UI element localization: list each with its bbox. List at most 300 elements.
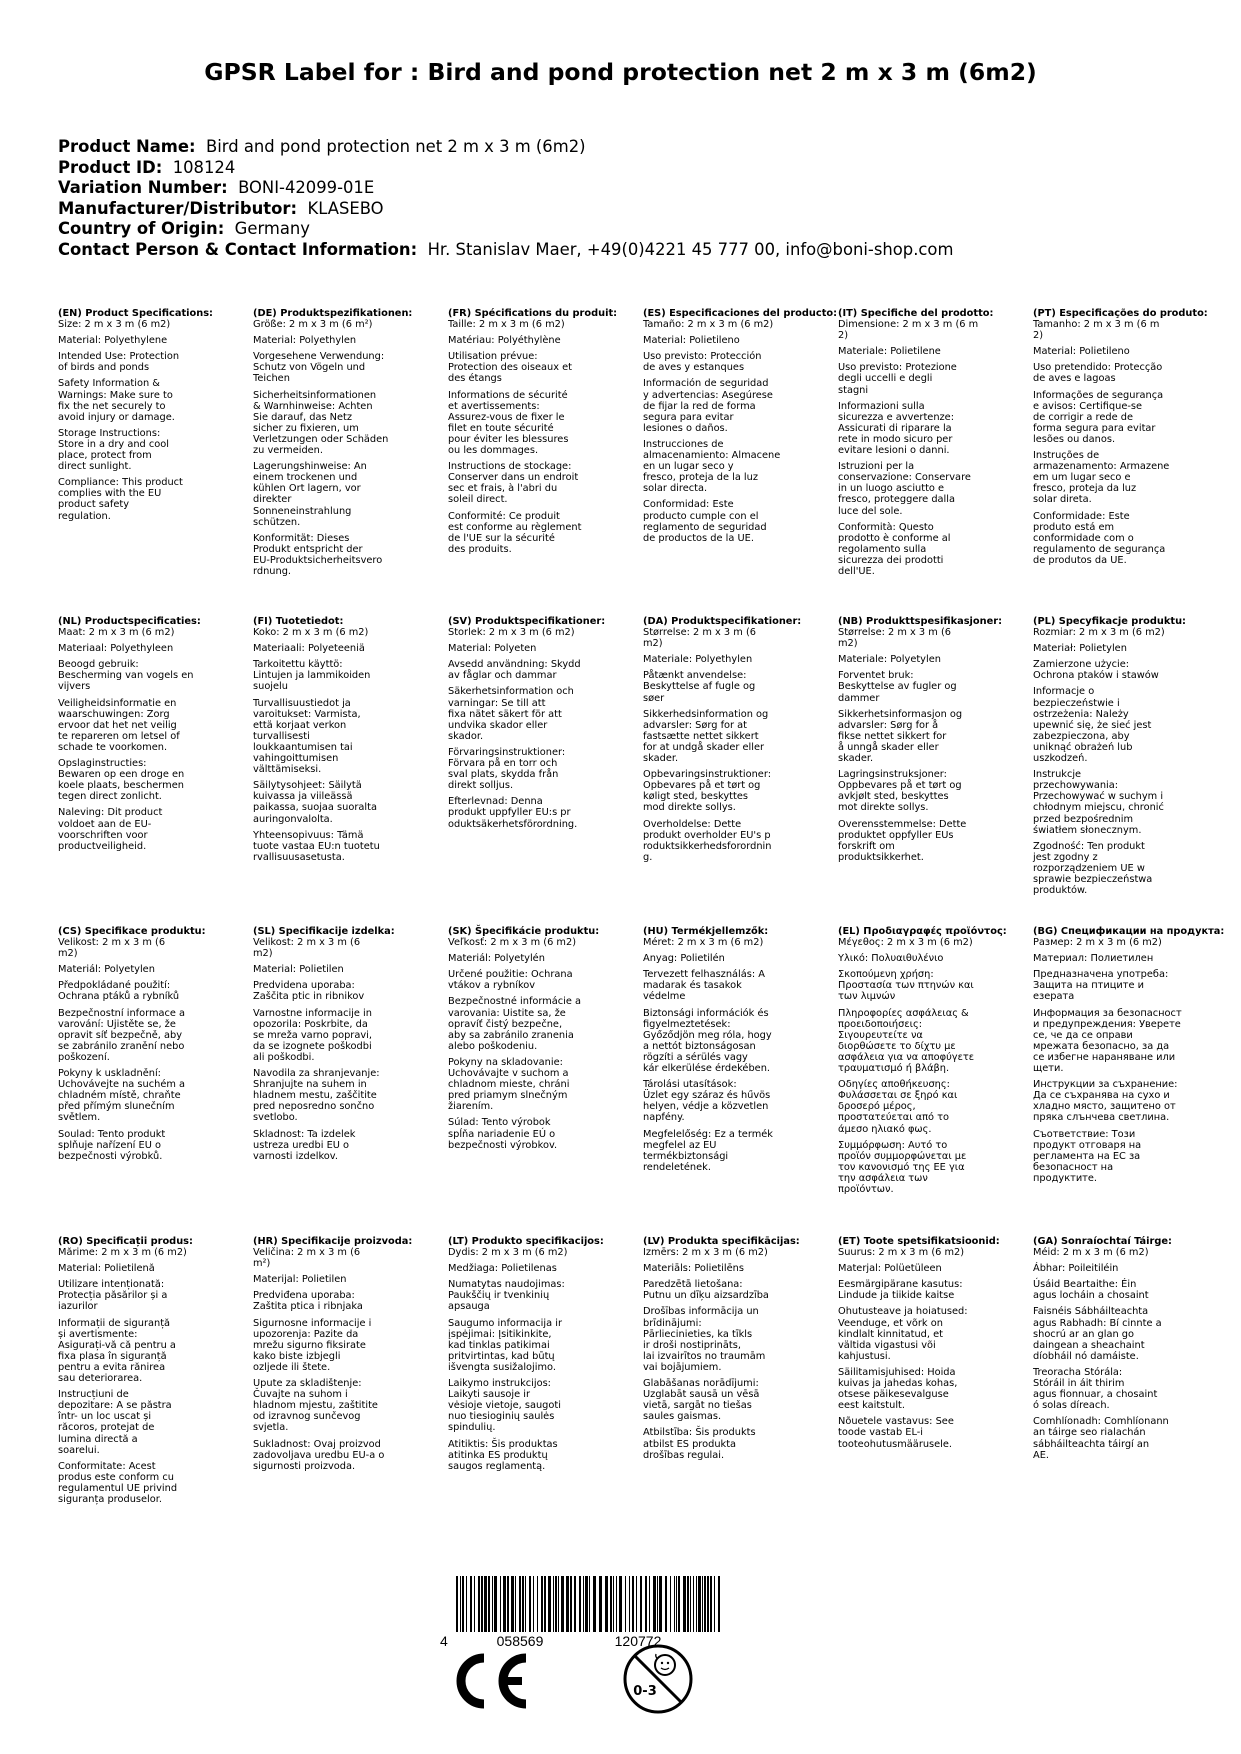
spec-section — [838, 1236, 1028, 1450]
spec-line: Comhlíonadh: Comhlíonann — [1033, 1416, 1169, 1428]
spec-line: Conformità: Questo — [838, 521, 934, 533]
spec-line: koele plaats, beschermen — [58, 780, 184, 792]
spec-line: turvallisesti — [253, 730, 310, 742]
spec-line: Dydis: 2 m x 3 m (6 m2) — [448, 1247, 568, 1259]
spec-line: drošības regulai. — [643, 1449, 725, 1461]
spec-line: Utilisation prévue: — [448, 351, 538, 363]
spec-heading: (SL) Specifikacije izdelka: — [253, 926, 395, 937]
spec-section — [58, 308, 248, 522]
spec-line: Sikkerhedsinformation og — [643, 708, 769, 720]
spec-line: solar direta. — [1033, 494, 1092, 506]
spec-line: Lagerungshinweise: An — [253, 461, 367, 473]
spec-line: žiarením. — [448, 1101, 494, 1113]
spec-section — [643, 926, 833, 1173]
spec-line: de produtos da UE. — [1033, 554, 1127, 566]
barcode-bar — [616, 1576, 617, 1632]
spec-line: en un lugar seco y — [643, 461, 734, 473]
spec-line: vėsioje vietoje, saugoti — [448, 1400, 561, 1412]
spec-line: Nõuetele vastavus: See — [838, 1416, 954, 1428]
spec-line: Shranjujte na suhem in — [253, 1079, 367, 1091]
barcode-bar — [599, 1576, 602, 1632]
barcode-bar — [636, 1576, 637, 1632]
spec-line: y advertencias: Asegúrese — [643, 389, 773, 401]
spec-line: Produkt entspricht der — [253, 543, 363, 555]
spec-section — [1033, 616, 1223, 896]
spec-line: Tarkoitettu käyttö: — [253, 659, 343, 671]
spec-line: Materiał: Polietylen — [1033, 643, 1127, 655]
spec-line: de corrigir a rede de — [1033, 411, 1133, 423]
spec-line: pritvirtintas, kad būtų — [448, 1350, 555, 1362]
spec-line: Materiāls: Polietilēns — [643, 1263, 744, 1275]
spec-heading: (DE) Produktspezifikationen: — [253, 308, 413, 319]
spec-line: waarschuwingen: Zorg — [58, 708, 170, 720]
barcode-bar — [710, 1576, 712, 1632]
spec-line: uniknąć obrażeń lub — [1033, 741, 1133, 753]
barcode-bar — [574, 1576, 576, 1632]
barcode-bar — [507, 1576, 509, 1632]
spec-line: upozorenja: Pazite da — [253, 1328, 359, 1340]
barcode-bar — [533, 1576, 534, 1632]
barcode-bar — [659, 1576, 662, 1632]
spec-line: fikse nettet sikkert for — [838, 730, 947, 742]
spec-line: įspėjimai: Įsitikinkite, — [448, 1328, 552, 1340]
spec-line: Μέγεθος: 2 m x 3 m (6 m2) — [838, 937, 973, 949]
spec-line: Zgodność: Ten produkt — [1033, 840, 1145, 852]
spec-line: kuivas ja jahedas kohas, — [838, 1378, 958, 1390]
spec-line: Čuvajte na suhom i — [253, 1389, 348, 1401]
spec-line: Förvaringsinstruktioner: — [448, 746, 566, 758]
spec-line: sprawie bezpieczeństwa — [1033, 873, 1153, 885]
spec-line: Uso previsto: Protezione — [838, 362, 957, 374]
spec-line: AE. — [1033, 1449, 1050, 1461]
spec-heading: (BG) Спецификации на продукта: — [1033, 926, 1225, 937]
spec-line: Instrucțiuni de — [58, 1389, 129, 1401]
spec-line: Instrucciones de — [643, 438, 724, 450]
spec-line: Oppbevares på et tørt og — [838, 780, 962, 792]
spec-line: ó solas díreach. — [1033, 1400, 1110, 1412]
spec-line: Ochrona ptaków i stawów — [1033, 670, 1159, 682]
spec-line: direkter — [253, 494, 292, 506]
spec-heading: (EL) Προδιαγραφές προϊόντος: — [838, 926, 1007, 937]
spec-line: kad tinklas patikimai — [448, 1339, 550, 1351]
spec-line: Sigurnosne informacije i — [253, 1317, 372, 1329]
barcode-bar — [696, 1576, 697, 1632]
spec-line: vai bojājumiem. — [643, 1361, 722, 1373]
spec-line: Předpokládané použití: — [58, 980, 171, 992]
spec-line: Pokyny k uskladnění: — [58, 1068, 161, 1080]
spec-line: Informations de sécurité — [448, 389, 568, 401]
spec-line: Warnings: Make sure to — [58, 389, 173, 401]
spec-line: Schutz von Vögeln und — [253, 362, 366, 374]
barcode-bar — [500, 1576, 501, 1632]
spec-line: regolamento sulla — [838, 543, 927, 555]
ce-label: CE — [450, 1650, 452, 1651]
spec-line: Sicherheitsinformationen — [253, 389, 377, 401]
spec-line: Rozmiar: 2 m x 3 m (6 m2) — [1033, 627, 1165, 639]
spec-line: Eesmärgipärane kasutus: — [838, 1279, 963, 1291]
spec-line: Protecția păsărilor și a — [58, 1290, 168, 1302]
spec-section — [448, 926, 638, 1151]
spec-line: Izmērs: 2 m x 3 m (6 m2) — [643, 1247, 768, 1259]
barcode-digits-right: 120772 — [614, 1633, 662, 1648]
info-value: BONI-42099-01E — [238, 178, 375, 198]
spec-line: sval plats, skydda från — [448, 769, 559, 781]
spec-line: Atitiktis: Šis produktas — [448, 1438, 558, 1450]
info-row — [58, 158, 953, 179]
spec-line: Glabāšanas norādījumi: — [643, 1378, 759, 1390]
spec-line: des étangs — [448, 373, 502, 385]
barcode — [436, 1576, 736, 1648]
spec-line: forma segura para evitar — [1033, 422, 1156, 434]
spec-line: dell'UE. — [838, 565, 875, 577]
spec-line: agus fionnuar, a chosaint — [1033, 1389, 1158, 1401]
spec-line: Assicurati di riparare la — [838, 422, 952, 434]
spec-line: a nettót biztonságosan — [643, 1040, 756, 1052]
spec-line: Uso pretendido: Protecção — [1033, 362, 1163, 374]
spec-line: suojelu — [253, 681, 288, 693]
spec-line: Matériau: Polyéthylène — [448, 335, 561, 347]
spec-line: Предназначена употреба: — [1033, 969, 1169, 981]
spec-line: Skladnost: Ta izdelek — [253, 1128, 356, 1140]
barcode-bar — [522, 1576, 524, 1632]
barcode-bar — [515, 1576, 516, 1632]
spec-line: of birds and ponds — [58, 362, 150, 374]
info-value: Germany — [234, 219, 311, 239]
spec-line: eest kaitstult. — [838, 1400, 906, 1412]
spec-heading: (LT) Produkto specifikacijos: — [448, 1236, 604, 1247]
spec-line: Material: Polietilenă — [58, 1263, 155, 1275]
barcode-bar — [474, 1576, 475, 1632]
spec-line: Οδηγίες αποθήκευσης: — [838, 1079, 950, 1091]
spec-line: opravíť čistý bezpečne, — [448, 1018, 563, 1030]
spec-line: Store in a dry and cool — [58, 438, 169, 450]
spec-line: Material: Polietileno — [643, 335, 740, 347]
spec-line: regulamento de segurança — [1033, 543, 1166, 555]
spec-line: τον κανονισμό της ΕΕ για — [838, 1161, 965, 1173]
spec-line: Pokyny na skladovanie: — [448, 1056, 563, 1068]
spec-line: răcoros, protejat de — [58, 1422, 155, 1434]
spec-line: Material: Polietilen — [253, 964, 344, 976]
spec-line: figyelmeztetések: — [643, 1018, 731, 1030]
spec-line: agus Rabhadh: Bí cinnte a — [1033, 1317, 1162, 1329]
spec-line: brīdinājumi: — [643, 1317, 702, 1329]
spec-line: se zabránilo zranění nebo — [58, 1040, 185, 1052]
spec-section — [448, 616, 638, 830]
spec-line: Pārliecinieties, ka tīkls — [643, 1328, 753, 1340]
spec-line: solar directa. — [643, 483, 708, 495]
spec-line: loukkaantumisen tai — [253, 741, 353, 753]
barcode-bar — [511, 1576, 514, 1632]
spec-line: Treoracha Stórála: — [1033, 1366, 1123, 1378]
spec-line: otsese päikesevalguse — [838, 1389, 949, 1401]
spec-line: Tamanho: 2 m x 3 m (6 m — [1033, 319, 1160, 331]
spec-line: saules gaismas. — [643, 1411, 722, 1423]
barcode-bar — [610, 1576, 612, 1632]
spec-line: de aves e lagoas — [1033, 373, 1116, 385]
info-row — [58, 240, 953, 261]
spec-line: Verletzungen oder Schäden — [253, 433, 389, 445]
barcode-bar — [645, 1576, 647, 1632]
spec-line: voldoet aan de EU- — [58, 818, 152, 830]
spec-line: Materiál: Polyetylén — [448, 953, 545, 965]
spec-line: Vorgesehene Verwendung: — [253, 351, 385, 363]
spec-line: tegen direct zonlicht. — [58, 791, 162, 803]
spec-line: spĺňa nariadenie EÚ o — [448, 1128, 556, 1140]
barcode-bar — [676, 1576, 677, 1632]
spec-line: продуктите. — [1033, 1172, 1098, 1184]
info-value: Hr. Stanislav Maer, +49(0)4221 45 777 00, info@boni-shop.com — [427, 239, 954, 259]
spec-section — [643, 616, 833, 863]
spec-line: että korjaat verkon — [253, 719, 347, 731]
spec-line: svjetla. — [253, 1422, 289, 1434]
spec-line: jest zgodny z — [1033, 851, 1098, 863]
spec-section — [253, 308, 443, 577]
spec-line: avoid injury or damage. — [58, 411, 175, 423]
spec-line: Drošības informācija un — [643, 1306, 759, 1318]
spec-line: atbilst ES produkta — [643, 1438, 737, 1450]
spec-line: vtákov a rybníkov — [448, 980, 536, 992]
spec-line: lumina directă a — [58, 1433, 138, 1445]
spec-line: Uchovávejte na suchém a — [58, 1079, 186, 1091]
spec-heading: (SV) Produktspecifikationer: — [448, 616, 606, 627]
spec-line: Atbilstība: Šis produkts — [643, 1427, 756, 1439]
spec-line: produktet oppfyller EUs — [838, 829, 954, 841]
spec-line: išvengta susižalojimo. — [448, 1361, 556, 1373]
barcode-bar — [690, 1576, 691, 1632]
spec-line: Biztonsági információk és — [643, 1007, 769, 1019]
spec-line: EU-Produktsicherheitsvero — [253, 554, 383, 566]
spec-line: Maat: 2 m x 3 m (6 m2) — [58, 627, 175, 639]
spec-heading: (NB) Produkttspesifikasjoner: — [838, 616, 1002, 627]
spec-line: rendeletének. — [643, 1161, 711, 1173]
spec-line: 2) — [1033, 330, 1044, 342]
spec-line: Utilizare intenționată: — [58, 1279, 165, 1291]
spec-line: m2) — [838, 638, 858, 650]
spec-line: varnosti izdelkov. — [253, 1150, 338, 1162]
spec-line: prodotto è conforme al — [838, 532, 951, 544]
spec-line: skader. — [838, 753, 874, 765]
spec-line: Informazioni sulla — [838, 400, 925, 412]
barcode-bar — [503, 1576, 506, 1632]
spec-line: Storlek: 2 m x 3 m (6 m2) — [448, 627, 575, 639]
spec-line: tooteohutusmäärusele. — [838, 1438, 953, 1450]
spec-line: varovania: Uistite sa, že — [448, 1007, 566, 1019]
spec-line: Turvallisuustiedot ja — [253, 697, 351, 709]
spec-line: sicurezza e avvertenze: — [838, 411, 955, 423]
spec-line: g. — [643, 851, 653, 863]
spec-line: Uzglabāt sausā un vēsā — [643, 1389, 760, 1401]
barcode-bar — [704, 1576, 706, 1632]
barcode-bar — [470, 1576, 472, 1632]
spec-heading: (IT) Specifiche del prodotto: — [838, 308, 994, 319]
spec-line: Защита на птиците и — [1033, 980, 1144, 992]
spec-line: bezpieczeństwie i — [1033, 697, 1120, 709]
spec-line: voorschriften voor — [58, 829, 148, 841]
spec-line: siguranța produselor. — [58, 1493, 162, 1505]
spec-line: Mărime: 2 m x 3 m (6 m2) — [58, 1247, 187, 1259]
spec-line: dammer — [838, 692, 880, 704]
spec-line: Materiale: Polietilene — [838, 346, 941, 358]
spec-line: Numatytas naudojimas: — [448, 1279, 565, 1291]
spec-line: Velikost: 2 m x 3 m (6 — [253, 937, 361, 949]
barcode-digits-mid: 058569 — [496, 1633, 544, 1648]
spec-line: Ohutusteave ja hoiatused: — [838, 1306, 968, 1318]
barcode-bar — [674, 1576, 675, 1632]
spec-line: Faisnéis Sábháilteachta — [1033, 1306, 1149, 1318]
spec-line: depozitare: A se păstra — [58, 1400, 172, 1412]
spec-line: Dimensione: 2 m x 3 m (6 m — [838, 319, 979, 331]
spec-line: Veľkosť: 2 m x 3 m (6 m2) — [448, 937, 577, 949]
spec-line: Úsáid Beartaithe: Éin — [1033, 1279, 1137, 1291]
spec-line: lesões ou danos. — [1033, 433, 1116, 445]
spec-heading: (HR) Specifikacije proizvoda: — [253, 1236, 413, 1247]
spec-line: kühlen Ort lagern, vor — [253, 483, 361, 495]
spec-line: des produits. — [448, 543, 512, 555]
spec-line: Safety Information & — [58, 378, 160, 390]
spec-line: køligt sted, beskyttes — [643, 791, 748, 803]
spec-line: opravit síť bezpečně, aby — [58, 1029, 183, 1041]
spec-line: Naleving: Dit product — [58, 807, 163, 819]
barcode-bar — [657, 1576, 658, 1632]
spec-heading: (LV) Produkta specifikācijas: — [643, 1236, 800, 1247]
spec-line: și avertismente: — [58, 1328, 138, 1340]
spec-line: Overholdelse: Dette — [643, 818, 742, 830]
spec-line: Putnu un dīķu aizsardzība — [643, 1290, 769, 1302]
spec-line: Paredzētā lietošana: — [643, 1279, 743, 1291]
info-label: Country of Origin: — [58, 219, 225, 239]
barcode-bar — [605, 1576, 608, 1632]
spec-section — [838, 616, 1028, 863]
spec-heading: (EN) Product Specifications: — [58, 308, 213, 319]
spec-line: megfelel az EU — [643, 1139, 717, 1151]
spec-line: fixa nätet säkert för att — [448, 708, 562, 720]
spec-line: m2) — [643, 638, 663, 650]
spec-heading: (ET) Toote spetsifikatsioonid: — [838, 1236, 1000, 1247]
barcode-bar — [670, 1576, 671, 1632]
spec-line: produkt overholder EU's p — [643, 829, 771, 841]
spec-line: Sukladnost: Ovaj proizvod — [253, 1438, 381, 1450]
spec-line: vijvers — [58, 681, 91, 693]
spec-line: chłodnym miejscu, chronić — [1033, 802, 1164, 814]
spec-line: Instrukcje — [1033, 769, 1082, 781]
spec-line: Conserver dans un endroit — [448, 472, 579, 484]
spec-line: Bezpečnostné informácie a — [448, 996, 582, 1008]
spec-line: rozporządzeniem UE w — [1033, 862, 1145, 874]
spec-line: fastsætte nettet sikkert — [643, 730, 759, 742]
barcode-bar — [593, 1576, 596, 1632]
spec-line: chladnom mieste, chráni — [448, 1079, 570, 1091]
spec-line: kahjustusi. — [838, 1350, 891, 1362]
spec-line: ervoor dat het net veilig — [58, 719, 177, 731]
spec-line: Bezpečnostní informace a — [58, 1007, 186, 1019]
spec-line: roduktsikkerhedsforordnin — [643, 840, 772, 852]
spec-line: Upute za skladištenje: — [253, 1378, 362, 1390]
barcode-bar — [698, 1576, 701, 1632]
spec-section — [1033, 308, 1223, 566]
spec-heading: (NL) Productspecificaties: — [58, 616, 201, 627]
spec-heading: (CS) Specifikace produktu: — [58, 926, 206, 937]
spec-line: fix the net securely to — [58, 400, 166, 412]
spec-line: Storage Instructions: — [58, 427, 161, 439]
info-row — [58, 199, 953, 220]
spec-line: produto está em — [1033, 521, 1115, 533]
spec-section — [58, 1236, 248, 1505]
spec-heading: (DA) Produktspecifikationer: — [643, 616, 802, 627]
spec-line: ασφάλεια για να αποφύγετε — [838, 1051, 975, 1063]
spec-line: προϊόντων. — [838, 1183, 894, 1195]
barcode-bar — [466, 1576, 467, 1632]
spec-line: sicurezza dei prodotti — [838, 554, 944, 566]
spec-line: sicher zu fixieren, um — [253, 422, 359, 434]
spec-line: uszkodzeń. — [1033, 753, 1088, 765]
spec-line: chladném místě, chraňte — [58, 1090, 181, 1102]
barcode-bar — [632, 1576, 634, 1632]
spec-line: kindlalt kinnitatud, et — [838, 1328, 943, 1340]
spec-line: e avisos: Certifique-se — [1033, 400, 1143, 412]
spec-section — [838, 926, 1028, 1195]
barcode-bar — [649, 1576, 650, 1632]
spec-section — [643, 308, 838, 544]
barcode-bar — [570, 1576, 572, 1632]
spec-line: Lagringsinstruksjoner: — [838, 769, 947, 781]
spec-line: Yhteensopivuus: Tämä — [253, 829, 364, 841]
spec-line: m2) — [253, 948, 273, 960]
spec-section — [58, 616, 248, 852]
spec-line: Veenduge, et võrk on — [838, 1317, 943, 1329]
spec-line: forskrift om — [838, 840, 895, 852]
spec-line: Navodila za shranjevanje: — [253, 1068, 380, 1080]
spec-line: av fåglar och dammar — [448, 670, 557, 682]
barcode-bar — [678, 1576, 680, 1632]
barcode-bar — [561, 1576, 564, 1632]
ce-mark-icon — [450, 1650, 532, 1712]
spec-line: zabezpieczona, aby — [1033, 730, 1130, 742]
barcode-bar — [613, 1576, 614, 1632]
barcode-bar — [619, 1576, 622, 1632]
barcode-bar — [537, 1576, 538, 1632]
spec-line: Materjal: Polüetüleen — [838, 1263, 942, 1275]
spec-line: Σκοπούμενη χρήση: — [838, 969, 934, 981]
spec-line: Säilitamisjuhised: Hoida — [838, 1366, 956, 1378]
spec-section — [253, 616, 443, 863]
spec-line: Konformität: Dieses — [253, 532, 350, 544]
info-label: Manufacturer/Distributor: — [58, 198, 298, 218]
spec-line: kuivassa ja viileässä — [253, 791, 353, 803]
spec-line: Информация за безопасност — [1033, 1007, 1182, 1019]
spec-section — [448, 308, 638, 555]
spec-heading: (FI) Tuotetiedot: — [253, 616, 344, 627]
barcode-bar — [525, 1576, 526, 1632]
spec-line: fresco, proteggere dalla — [838, 494, 955, 506]
spec-line: rete in modo sicuro per — [838, 433, 953, 445]
spec-line: Información de seguridad — [643, 378, 769, 390]
spec-line: rdnung. — [253, 565, 292, 577]
spec-heading: (HU) Termékjellemzők: — [643, 926, 769, 937]
spec-line: em um lugar seco e — [1033, 472, 1131, 484]
barcode-bar — [478, 1576, 480, 1632]
spec-line: Инструкции за съхранение: — [1033, 1079, 1178, 1091]
barcode-bar — [640, 1576, 642, 1632]
spec-line: complies with the EU — [58, 488, 162, 500]
info-label: Product Name: — [58, 137, 196, 156]
spec-line: Material: Polyeten — [448, 643, 537, 655]
barcode-bar — [629, 1576, 630, 1632]
spec-line: Opbevaringsinstruktioner: — [643, 769, 771, 781]
spec-line: Koko: 2 m x 3 m (6 m2) — [253, 627, 369, 639]
spec-line: Beskyttelse af fugle og — [643, 681, 756, 693]
spec-line: saugos reglamentą. — [448, 1460, 546, 1472]
spec-line: Przechowywać w suchym i — [1033, 791, 1164, 803]
